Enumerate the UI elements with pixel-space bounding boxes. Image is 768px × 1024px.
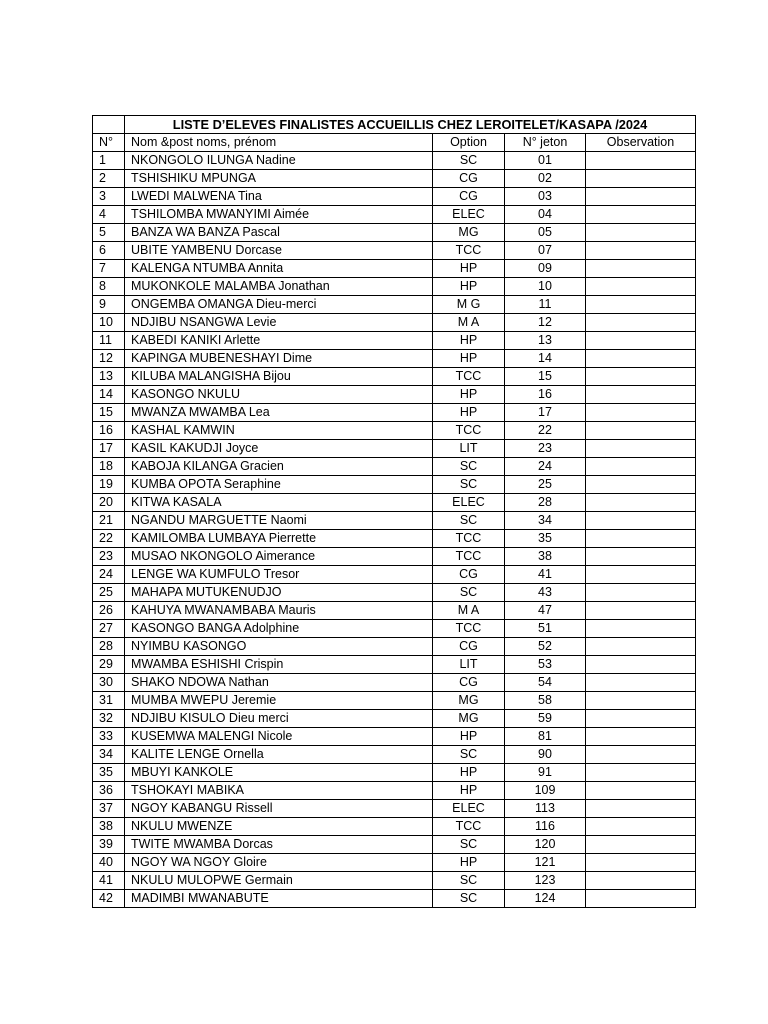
row-number-cell: 1 [93, 152, 125, 170]
jeton-cell: 12 [505, 314, 586, 332]
row-number-cell: 35 [93, 764, 125, 782]
observation-cell [586, 386, 696, 404]
row-number-cell: 34 [93, 746, 125, 764]
row-number-cell: 11 [93, 332, 125, 350]
table-row [93, 260, 696, 278]
option-cell: TCC [433, 368, 505, 386]
row-number-cell: 14 [93, 386, 125, 404]
jeton-cell: 14 [505, 350, 586, 368]
students-table [92, 115, 696, 908]
jeton-cell: 54 [505, 674, 586, 692]
row-number-cell: 8 [93, 278, 125, 296]
row-number-cell: 33 [93, 728, 125, 746]
option-cell: HP [433, 854, 505, 872]
option-cell: SC [433, 152, 505, 170]
row-number-cell: 16 [93, 422, 125, 440]
observation-cell [586, 710, 696, 728]
row-number-cell: 28 [93, 638, 125, 656]
jeton-cell: 34 [505, 512, 586, 530]
student-name-cell: BANZA WA BANZA Pascal [125, 224, 433, 242]
student-name-cell: KALENGA NTUMBA Annita [125, 260, 433, 278]
option-cell: TCC [433, 620, 505, 638]
observation-cell [586, 458, 696, 476]
option-cell: TCC [433, 242, 505, 260]
table-row [93, 314, 696, 332]
row-number-cell: 38 [93, 818, 125, 836]
observation-cell [586, 890, 696, 908]
observation-cell [586, 170, 696, 188]
observation-cell [586, 206, 696, 224]
row-number-cell: 32 [93, 710, 125, 728]
observation-cell [586, 728, 696, 746]
student-name-cell: KABEDI KANIKI Arlette [125, 332, 433, 350]
jeton-cell: 03 [505, 188, 586, 206]
observation-cell [586, 404, 696, 422]
table-row [93, 242, 696, 260]
row-number-cell: 5 [93, 224, 125, 242]
table-row [93, 206, 696, 224]
student-name-cell: NDJIBU NSANGWA Levie [125, 314, 433, 332]
jeton-cell: 01 [505, 152, 586, 170]
student-name-cell: MADIMBI MWANABUTE [125, 890, 433, 908]
student-name-cell: KASHAL KAMWIN [125, 422, 433, 440]
jeton-cell: 07 [505, 242, 586, 260]
jeton-cell: 109 [505, 782, 586, 800]
table-row [93, 656, 696, 674]
observation-cell [586, 746, 696, 764]
option-cell: SC [433, 836, 505, 854]
option-cell: MG [433, 692, 505, 710]
observation-cell [586, 332, 696, 350]
option-cell: HP [433, 764, 505, 782]
observation-cell [586, 584, 696, 602]
table-row [93, 152, 696, 170]
jeton-cell: 52 [505, 638, 586, 656]
student-name-cell: KASIL KAKUDJI Joyce [125, 440, 433, 458]
table-body [93, 116, 696, 908]
row-number-cell: 17 [93, 440, 125, 458]
table-row [93, 530, 696, 548]
table-row [93, 188, 696, 206]
table-row [93, 584, 696, 602]
jeton-cell: 51 [505, 620, 586, 638]
observation-cell [586, 800, 696, 818]
jeton-cell: 13 [505, 332, 586, 350]
jeton-cell: 15 [505, 368, 586, 386]
row-number-cell: 24 [93, 566, 125, 584]
option-cell: TCC [433, 422, 505, 440]
header-row [93, 134, 696, 152]
option-cell: TCC [433, 818, 505, 836]
row-number-cell: 20 [93, 494, 125, 512]
jeton-cell: 59 [505, 710, 586, 728]
student-name-cell: KAPINGA MUBENESHAYI Dime [125, 350, 433, 368]
jeton-cell: 124 [505, 890, 586, 908]
observation-cell [586, 638, 696, 656]
jeton-cell: 41 [505, 566, 586, 584]
jeton-cell: 22 [505, 422, 586, 440]
student-name-cell: MAHAPA MUTUKENUDJO [125, 584, 433, 602]
table-row [93, 746, 696, 764]
table-row [93, 566, 696, 584]
option-cell: HP [433, 728, 505, 746]
row-number-cell: 27 [93, 620, 125, 638]
student-name-cell: NGOY WA NGOY Gloire [125, 854, 433, 872]
option-cell: SC [433, 890, 505, 908]
table-row [93, 332, 696, 350]
observation-cell [586, 854, 696, 872]
option-cell: MG [433, 224, 505, 242]
observation-cell [586, 656, 696, 674]
jeton-cell: 123 [505, 872, 586, 890]
student-name-cell: KASONGO NKULU [125, 386, 433, 404]
row-number-cell: 4 [93, 206, 125, 224]
observation-cell [586, 476, 696, 494]
observation-cell [586, 764, 696, 782]
student-name-cell: KALITE LENGE Ornella [125, 746, 433, 764]
table-row [93, 620, 696, 638]
jeton-cell: 120 [505, 836, 586, 854]
row-number-cell: 37 [93, 800, 125, 818]
student-name-cell: TSHISHIKU MPUNGA [125, 170, 433, 188]
option-cell: HP [433, 404, 505, 422]
row-number-cell: 13 [93, 368, 125, 386]
student-name-cell: MWANZA MWAMBA Lea [125, 404, 433, 422]
jeton-cell: 16 [505, 386, 586, 404]
option-cell: SC [433, 512, 505, 530]
row-number-cell: 15 [93, 404, 125, 422]
jeton-cell: 05 [505, 224, 586, 242]
observation-cell [586, 224, 696, 242]
jeton-cell: 02 [505, 170, 586, 188]
table-row [93, 854, 696, 872]
jeton-cell: 17 [505, 404, 586, 422]
observation-cell [586, 530, 696, 548]
table-row [93, 368, 696, 386]
row-number-cell: 21 [93, 512, 125, 530]
jeton-cell: 47 [505, 602, 586, 620]
student-name-cell: NDJIBU KISULO Dieu merci [125, 710, 433, 728]
student-name-cell: ONGEMBA OMANGA Dieu-merci [125, 296, 433, 314]
option-cell: CG [433, 566, 505, 584]
student-name-cell: NYIMBU KASONGO [125, 638, 433, 656]
jeton-cell: 25 [505, 476, 586, 494]
option-cell: LIT [433, 440, 505, 458]
observation-cell [586, 152, 696, 170]
option-cell: HP [433, 350, 505, 368]
observation-cell [586, 548, 696, 566]
student-name-cell: LENGE WA KUMFULO Tresor [125, 566, 433, 584]
option-cell: TCC [433, 548, 505, 566]
student-name-cell: TSHOKAYI MABIKA [125, 782, 433, 800]
option-cell: CG [433, 170, 505, 188]
jeton-cell: 28 [505, 494, 586, 512]
observation-cell [586, 674, 696, 692]
row-number-cell: 6 [93, 242, 125, 260]
jeton-cell: 91 [505, 764, 586, 782]
row-number-cell: 9 [93, 296, 125, 314]
observation-cell [586, 188, 696, 206]
table-row [93, 818, 696, 836]
table-row [93, 674, 696, 692]
table-row [93, 224, 696, 242]
option-cell: MG [433, 710, 505, 728]
table-row [93, 512, 696, 530]
observation-cell [586, 872, 696, 890]
jeton-cell: 10 [505, 278, 586, 296]
option-cell: HP [433, 386, 505, 404]
observation-cell [586, 602, 696, 620]
jeton-cell: 24 [505, 458, 586, 476]
table-row [93, 602, 696, 620]
option-cell: SC [433, 872, 505, 890]
observation-cell [586, 314, 696, 332]
option-cell: SC [433, 746, 505, 764]
student-name-cell: KILUBA MALANGISHA Bijou [125, 368, 433, 386]
table-row [93, 800, 696, 818]
observation-cell [586, 440, 696, 458]
table-row [93, 458, 696, 476]
table-title: LISTE D’ELEVES FINALISTES ACCUEILLIS CHEZ LEROITELET/KASAPA /2024 [125, 116, 696, 134]
jeton-cell: 35 [505, 530, 586, 548]
option-cell: M G [433, 296, 505, 314]
row-number-cell: 39 [93, 836, 125, 854]
jeton-cell: 43 [505, 584, 586, 602]
student-name-cell: MBUYI KANKOLE [125, 764, 433, 782]
table-row [93, 440, 696, 458]
option-cell: HP [433, 782, 505, 800]
table-row [93, 890, 696, 908]
table-row [93, 170, 696, 188]
row-number-cell: 22 [93, 530, 125, 548]
student-name-cell: KASONGO BANGA Adolphine [125, 620, 433, 638]
jeton-cell: 09 [505, 260, 586, 278]
option-cell: CG [433, 638, 505, 656]
observation-cell [586, 350, 696, 368]
student-name-cell: SHAKO NDOWA Nathan [125, 674, 433, 692]
observation-cell [586, 494, 696, 512]
observation-cell [586, 242, 696, 260]
student-name-cell: LWEDI MALWENA Tina [125, 188, 433, 206]
option-cell: CG [433, 188, 505, 206]
option-cell: HP [433, 278, 505, 296]
observation-cell [586, 368, 696, 386]
observation-cell [586, 566, 696, 584]
table-row [93, 872, 696, 890]
table-row [93, 638, 696, 656]
student-name-cell: KAMILOMBA LUMBAYA Pierrette [125, 530, 433, 548]
table-row [93, 728, 696, 746]
observation-cell [586, 512, 696, 530]
option-cell: LIT [433, 656, 505, 674]
table-row [93, 764, 696, 782]
header-jeton: N° jeton [505, 134, 586, 152]
student-name-cell: TSHILOMBA MWANYIMI Aimée [125, 206, 433, 224]
table-row [93, 404, 696, 422]
student-name-cell: KUMBA OPOTA Seraphine [125, 476, 433, 494]
student-name-cell: KITWA KASALA [125, 494, 433, 512]
row-number-cell: 41 [93, 872, 125, 890]
table-row [93, 782, 696, 800]
jeton-cell: 04 [505, 206, 586, 224]
observation-cell [586, 836, 696, 854]
student-name-cell: KAHUYA MWANAMBABA Mauris [125, 602, 433, 620]
row-number-cell: 10 [93, 314, 125, 332]
table-row [93, 296, 696, 314]
table-row [93, 710, 696, 728]
jeton-cell: 53 [505, 656, 586, 674]
table-row [93, 386, 696, 404]
option-cell: ELEC [433, 206, 505, 224]
option-cell: SC [433, 584, 505, 602]
title-row [93, 116, 696, 134]
observation-cell [586, 278, 696, 296]
row-number-cell: 31 [93, 692, 125, 710]
row-number-cell: 12 [93, 350, 125, 368]
observation-cell [586, 782, 696, 800]
jeton-cell: 38 [505, 548, 586, 566]
row-number-cell: 26 [93, 602, 125, 620]
row-number-cell: 30 [93, 674, 125, 692]
header-no: N° [93, 134, 125, 152]
option-cell: M A [433, 314, 505, 332]
jeton-cell: 90 [505, 746, 586, 764]
row-number-cell: 40 [93, 854, 125, 872]
option-cell: CG [433, 674, 505, 692]
table-row [93, 476, 696, 494]
row-number-cell: 7 [93, 260, 125, 278]
student-name-cell: NKONGOLO ILUNGA Nadine [125, 152, 433, 170]
student-name-cell: TWITE MWAMBA Dorcas [125, 836, 433, 854]
option-cell: TCC [433, 530, 505, 548]
observation-cell [586, 422, 696, 440]
table-row [93, 836, 696, 854]
jeton-cell: 116 [505, 818, 586, 836]
table-row [93, 278, 696, 296]
option-cell: SC [433, 476, 505, 494]
option-cell: HP [433, 332, 505, 350]
observation-cell [586, 818, 696, 836]
table-row [93, 692, 696, 710]
title-spacer-cell [93, 116, 125, 134]
student-name-cell: NKULU MULOPWE Germain [125, 872, 433, 890]
row-number-cell: 19 [93, 476, 125, 494]
student-name-cell: UBITE YAMBENU Dorcase [125, 242, 433, 260]
table-row [93, 422, 696, 440]
jeton-cell: 23 [505, 440, 586, 458]
header-name: Nom &post noms, prénom [125, 134, 433, 152]
jeton-cell: 58 [505, 692, 586, 710]
observation-cell [586, 260, 696, 278]
student-name-cell: NGOY KABANGU Rissell [125, 800, 433, 818]
jeton-cell: 81 [505, 728, 586, 746]
table-row [93, 350, 696, 368]
row-number-cell: 18 [93, 458, 125, 476]
observation-cell [586, 620, 696, 638]
option-cell: ELEC [433, 800, 505, 818]
student-name-cell: MWAMBA ESHISHI Crispin [125, 656, 433, 674]
jeton-cell: 11 [505, 296, 586, 314]
table-row [93, 548, 696, 566]
header-option: Option [433, 134, 505, 152]
student-name-cell: MUMBA MWEPU Jeremie [125, 692, 433, 710]
observation-cell [586, 692, 696, 710]
observation-cell [586, 296, 696, 314]
student-name-cell: KUSEMWA MALENGI Nicole [125, 728, 433, 746]
row-number-cell: 3 [93, 188, 125, 206]
option-cell: SC [433, 458, 505, 476]
table-row [93, 494, 696, 512]
row-number-cell: 23 [93, 548, 125, 566]
header-observation: Observation [586, 134, 696, 152]
jeton-cell: 121 [505, 854, 586, 872]
row-number-cell: 2 [93, 170, 125, 188]
student-name-cell: NGANDU MARGUETTE Naomi [125, 512, 433, 530]
option-cell: ELEC [433, 494, 505, 512]
row-number-cell: 25 [93, 584, 125, 602]
row-number-cell: 42 [93, 890, 125, 908]
option-cell: M A [433, 602, 505, 620]
student-name-cell: MUSAO NKONGOLO Aimerance [125, 548, 433, 566]
jeton-cell: 113 [505, 800, 586, 818]
row-number-cell: 36 [93, 782, 125, 800]
row-number-cell: 29 [93, 656, 125, 674]
student-name-cell: KABOJA KILANGA Gracien [125, 458, 433, 476]
option-cell: HP [433, 260, 505, 278]
student-name-cell: NKULU MWENZE [125, 818, 433, 836]
student-name-cell: MUKONKOLE MALAMBA Jonathan [125, 278, 433, 296]
